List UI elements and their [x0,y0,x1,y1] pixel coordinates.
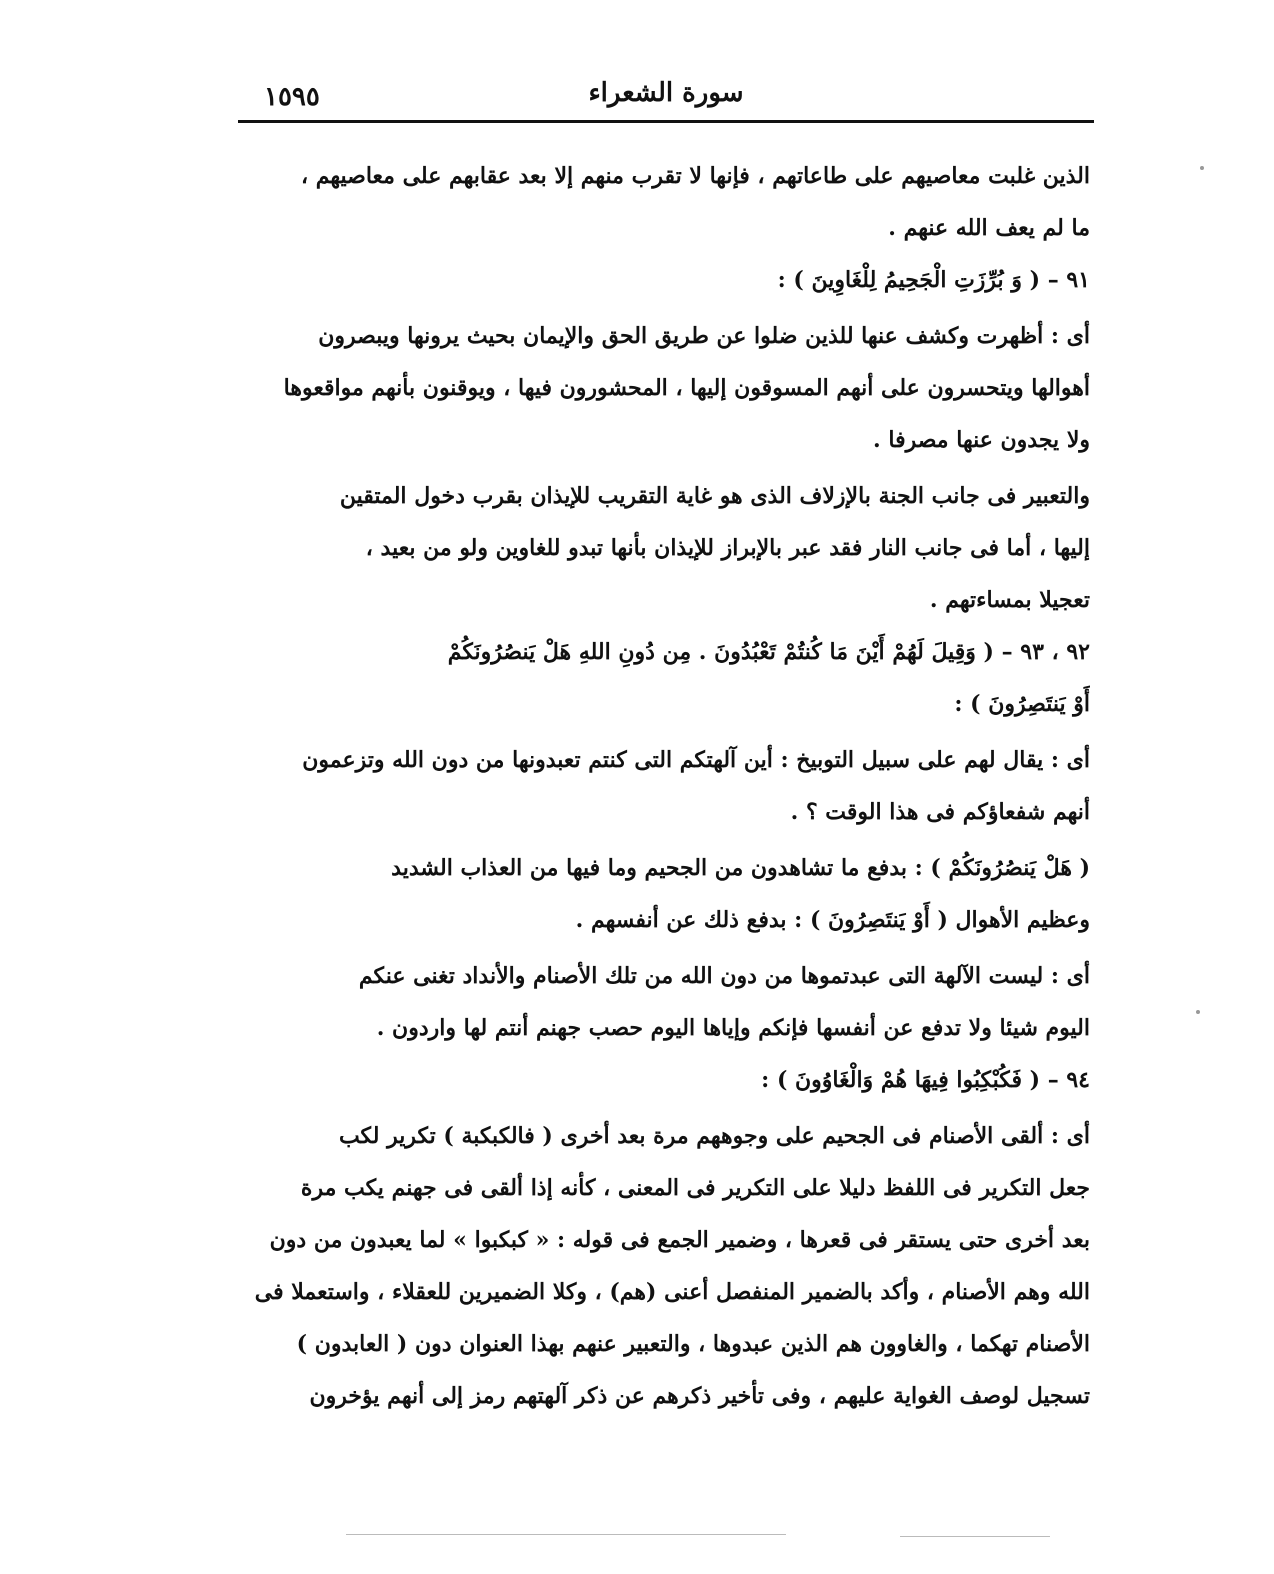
text-line: أى : ألقى الأصنام فى الجحيم على وجوههم مرة بعد أخرى ( فالكبكبة ) تكرير لكب [338,1123,1090,1149]
text-line: أى : يقال لهم على سبيل التوبيخ : أين آلهتكم التى كنتم تعبدونها من دون الله وتزعمون [302,747,1090,773]
text-line: الأصنام تهكما ، والغاوون هم الذين عبدوها ، والتعبير عنهم بهذا العنوان دون ( العابدون ) [296,1331,1090,1357]
text-line: تسجيل لوصف الغواية عليهم ، وفى تأخير ذكرهم عن ذكر آلهتهم رمز إلى أنهم يؤخرون [309,1383,1090,1409]
text-line: أنهم شفعاؤكم فى هذا الوقت ؟ . [790,799,1090,825]
text-line: أى : ليست الآلهة التى عبدتموها من دون الله من تلك الأصنام والأنداد تغنى عنكم [358,963,1090,989]
scan-speck [1196,1010,1200,1014]
text-line: والتعبير فى جانب الجنة بالإزلاف الذى هو غاية التقريب للإيذان بقرب دخول المتقين [339,483,1090,509]
verse-heading: أَوْ يَنتَصِرُونَ ) : [954,691,1090,717]
text-line: جعل التكرير فى اللفظ دليلا على التكرير فى المعنى ، كأنه إذا ألقى فى جهنم يكب مرة [300,1175,1090,1201]
verse-heading: ٩١ – ( وَ بُرِّزَتِ الْجَحِيمُ لِلْغَاوِينَ ) : [777,267,1090,293]
surah-title: سورة الشعراء [588,78,744,108]
text-line: ( هَلْ يَنصُرُونَكُمْ ) : بدفع ما تشاهدون من الجحيم وما فيها من العذاب الشديد [391,855,1090,881]
page-body [244,150,1090,1422]
footer-rule [346,1534,786,1535]
verse-heading: ٩٢ ، ٩٣ – ( وَقِيلَ لَهُمْ أَيْنَ مَا كُنتُمْ تَعْبُدُونَ . مِن دُونِ اللهِ هَلْ يَنصُرُونَكُمْ [447,639,1090,665]
text-line: اليوم شيئا ولا تدفع عن أنفسها فإنكم وإياها اليوم حصب جهنم أنتم لها واردون . [376,1015,1090,1041]
text-line: الذين غلبت معاصيهم على طاعاتهم ، فإنها لا تقرب منهم إلا بعد عقابهم على معاصيهم ، [300,163,1090,189]
text-line: ولا يجدون عنها مصرفا . [873,427,1090,453]
verse-heading: ٩٤ – ( فَكُبْكِبُوا فِيهَا هُمْ وَالْغَاوُونَ ) : [761,1067,1090,1093]
text-line: بعد أخرى حتى يستقر فى قعرها ، وضمير الجمع فى قوله : « كبكبوا » لما يعبدون من دون [269,1227,1090,1253]
text-line: ما لم يعف الله عنهم . [888,215,1090,241]
text-line: أى : أظهرت وكشف عنها للذين ضلوا عن طريق الحق والإيمان بحيث يرونها ويبصرون [318,323,1090,349]
footer-rule [900,1536,1050,1537]
text-line: إليها ، أما فى جانب النار فقد عبر بالإبراز للإيذان بأنها تبدو للغاوين ولو من بعيد ، [365,535,1090,561]
text-line: تعجيلا بمساءتهم . [929,587,1090,613]
text-line: الله وهم الأصنام ، وأكد بالضمير المنفصل أعنى (هم) ، وكلا الضميرين للعقلاء ، واستعملا فى [254,1279,1090,1305]
text-line: وعظيم الأهوال ( أَوْ يَنتَصِرُونَ ) : بدفع ذلك عن أنفسهم . [575,907,1090,933]
text-line: أهوالها ويتحسرون على أنهم المسوقون إليها ، المحشورون فيها ، ويوقنون بأنهم مواقعوها [283,375,1090,401]
scan-speck [1200,166,1204,170]
page-header [240,78,1092,118]
page-number: ١٥٩٥ [264,82,320,112]
header-rule [238,120,1094,123]
